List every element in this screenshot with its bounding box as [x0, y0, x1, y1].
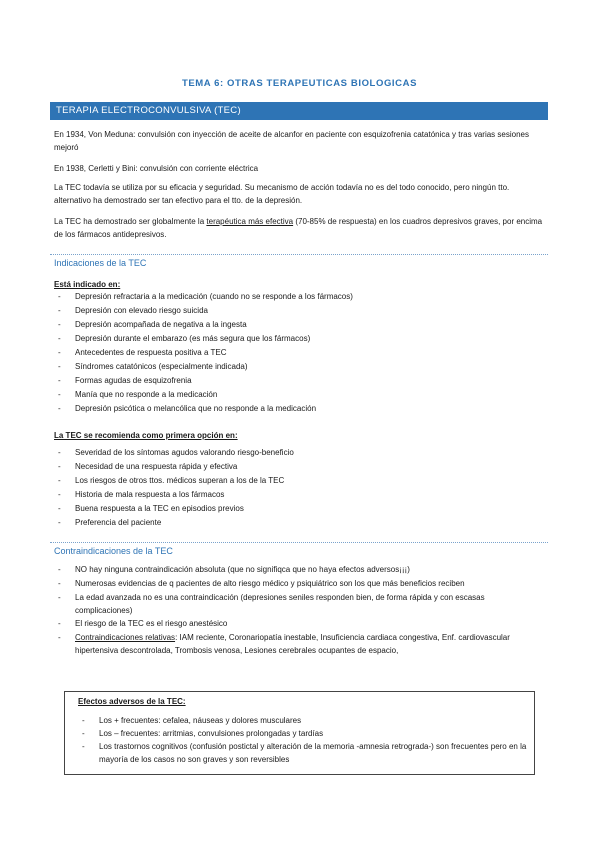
indications-label: Está indicado en: — [54, 280, 121, 289]
list-item: - Los – frecuentes: arritmias, convulsiones prolongadas y tardías — [82, 729, 324, 738]
contraindications-heading: Contraindicaciones de la TEC — [50, 542, 548, 556]
list-item: - Depresión refractaria a la medicación (cuando no se responde a los fármacos) — [58, 292, 353, 301]
intro-paragraph-1: En 1934, Von Meduna: convulsión con inyección de aceite de alcanfor en paciente con esquizofrenia catatónica y tras varias sesiones mejoró — [54, 130, 529, 152]
adverse-effects-list — [78, 714, 528, 766]
list-item: - Severidad de los síntomas agudos valorando riesgo-beneficio — [58, 448, 294, 457]
list-item: - Los + frecuentes: cefalea, náuseas y dolores musculares — [82, 716, 302, 725]
list-item: - NO hay ninguna contraindicación absoluta (que no signifiqca que no haya efectos adversos¡¡¡) — [58, 565, 410, 574]
intro-paragraph-3: La TEC todavía se utiliza por su eficacia y seguridad. Su mecanismo de acción todavía no es del todo conocido, pero ningún tto. alternativo ha demostrado ser tan efectivo para el tto. de la depresión. — [54, 183, 510, 205]
list-item: - Los riesgos de otros ttos. médicos superan a los de la TEC — [58, 476, 285, 485]
intro-p4-emphasis: terapéutica más efectiva — [206, 217, 294, 226]
list-item: - Antecedentes de respuesta positiva a TEC — [58, 348, 227, 357]
list-item: - Depresión con elevado riesgo suicida — [58, 306, 208, 315]
list-item: - La edad avanzada no es una contraindicación (depresiones seniles responden bien, de forma rápida y con escasas complicaciones) — [58, 593, 485, 615]
contraindications-list — [54, 563, 544, 657]
adverse-effects-title: Efectos adversos de la TEC: — [78, 697, 186, 706]
list-item: - Depresión durante el embarazo (es más segura que los fármacos) — [58, 334, 311, 343]
list-item: - El riesgo de la TEC es el riesgo anestésico — [58, 619, 228, 628]
list-item: - Formas agudas de esquizofrenia — [58, 376, 192, 385]
list-item: - Síndromes catatónicos (especialmente indicada) — [58, 362, 248, 371]
list-item: - Preferencia del paciente — [58, 518, 162, 527]
first-option-list — [54, 446, 544, 530]
list-item: - Contraindicaciones relativas: IAM reciente, Coronariopatía inestable, Insuficiencia cardiaca congestiva, Enf. cardiovascular hipertensiva descontrolada, Trombosis venosa, Lesiones cerebrales ocupantes de espacio, — [58, 633, 510, 655]
indications-heading: Indicaciones de la TEC — [50, 254, 548, 268]
first-option-label: La TEC se recomienda como primera opción en: — [54, 431, 238, 440]
intro-p4-pre: La TEC ha demostrado ser globalmente la — [54, 217, 207, 226]
indications-list — [54, 290, 544, 416]
intro-p4-post: (70-85% de respuesta) en los cuadros depresivos graves, por encima de los fármacos antidepresivos. — [54, 217, 543, 239]
list-item: - Historia de mala respuesta a los fármacos — [58, 490, 225, 499]
intro-paragraph-2: En 1938, Cerletti y Bini: convulsión con corriente eléctrica — [54, 164, 259, 173]
list-item: - Buena respuesta a la TEC en episodios previos — [58, 504, 244, 513]
intro-paragraph-4 — [54, 216, 544, 241]
list-item: - Necesidad de una respuesta rápida y efectiva — [58, 462, 238, 471]
list-item: - Depresión psicótica o melancólica que no responde a la medicación — [58, 404, 317, 413]
list-item: - Depresión acompañada de negativa a la ingesta — [58, 320, 247, 329]
list-item: - Manía que no responde a la medicación — [58, 390, 218, 399]
relative-contraindications-label: Contraindicaciones relativas — [75, 633, 176, 642]
list-item: - Los trastornos cognitivos (confusión postictal y alteración de la memoria -amnesia retrograda-) son frecuentes pero en la mayoría de los casos no son graves y son reversibles — [82, 742, 527, 764]
section-banner: TERAPIA ELECTROCONVULSIVA (TEC) — [50, 102, 548, 120]
document-title: TEMA 6: OTRAS TERAPEUTICAS BIOLOGICAS — [181, 78, 418, 89]
list-item: - Numerosas evidencias de q pacientes de alto riesgo médico y psiquiátrico son los que más beneficios reciben — [58, 579, 465, 588]
